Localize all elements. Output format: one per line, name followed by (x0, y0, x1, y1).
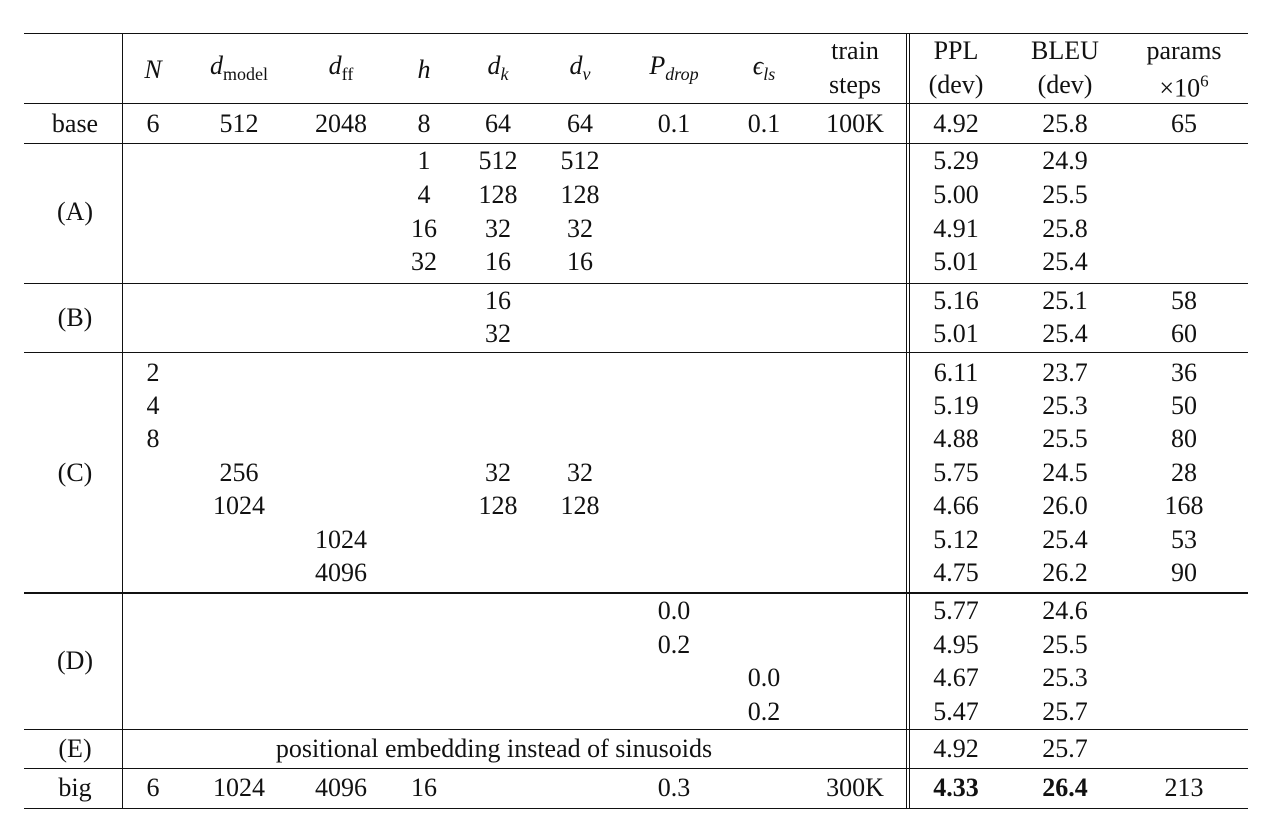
cell-ppl: 4.92 (933, 109, 979, 138)
col-header-h (418, 55, 431, 85)
cell-pdrop: 0.0 (657, 596, 691, 625)
cell-ppl: 4.95 (933, 630, 979, 659)
cell-bleu: 25.4 (1042, 319, 1088, 348)
cell-pdrop: 0.3 (657, 773, 691, 802)
cell-dv: 16 (567, 247, 593, 276)
cell-bleu: 26.0 (1042, 491, 1088, 520)
cell-params: 213 (1164, 773, 1204, 802)
cell-N: 6 (146, 773, 160, 802)
cell-ppl: 4.66 (933, 491, 979, 520)
cell-params: 50 (1171, 391, 1197, 420)
col-header-subscript: ls (763, 64, 776, 84)
cell-N: 2 (146, 358, 160, 387)
col-header-params-line1: params (1146, 36, 1222, 65)
cell-bleu: 25.7 (1042, 697, 1088, 726)
cell-bleu: 25.1 (1042, 286, 1088, 315)
vertical-rule (909, 33, 910, 808)
col-header-dv (570, 51, 591, 89)
col-header-symbol: d (487, 51, 501, 80)
cell-params: 36 (1171, 358, 1197, 387)
cell-params: 60 (1171, 319, 1197, 348)
cell-dff: 4096 (315, 558, 367, 587)
cell-params: 53 (1171, 525, 1197, 554)
cell-bleu: 25.8 (1042, 214, 1088, 243)
vertical-rule (906, 33, 907, 808)
cell-h: 16 (411, 214, 437, 243)
cell-dmodel: 1024 (213, 491, 265, 520)
cell-dk: 32 (485, 319, 511, 348)
cell-bleu: 26.4 (1042, 773, 1088, 802)
cell-ppl: 5.01 (933, 319, 979, 348)
cell-steps: 100K (826, 109, 884, 138)
cell-bleu: 26.2 (1042, 558, 1088, 587)
horizontal-rule (24, 283, 1248, 284)
cell-dmodel: 256 (219, 458, 259, 487)
cell-bleu: 25.5 (1042, 424, 1088, 453)
cell-dff: 2048 (315, 109, 367, 138)
col-header-superscript: 6 (1200, 71, 1209, 91)
cell-params: 65 (1171, 109, 1197, 138)
col-header-pdrop (649, 51, 698, 89)
cell-bleu: 23.7 (1042, 358, 1088, 387)
col-header-ppl-line1: PPL (933, 36, 979, 65)
cell-dv: 32 (567, 214, 593, 243)
col-header-steps-line2: steps (829, 70, 881, 99)
cell-h: 8 (417, 109, 431, 138)
cell-ppl: 5.19 (933, 391, 979, 420)
cell-ppl: 5.16 (933, 286, 979, 315)
row-group-label: (C) (57, 458, 93, 487)
col-header-ppl-line2: (dev) (928, 70, 984, 99)
cell-ppl: 5.29 (933, 146, 979, 175)
horizontal-rule (24, 768, 1248, 769)
cell-dff: 4096 (315, 773, 367, 802)
cell-dmodel: 1024 (213, 773, 265, 802)
col-header-prefix: ×10 (1159, 73, 1201, 103)
col-header-N (144, 55, 161, 85)
cell-dv: 128 (560, 180, 600, 209)
cell-bleu: 25.5 (1042, 180, 1088, 209)
cell-bleu: 24.6 (1042, 596, 1088, 625)
col-header-subscript: k (500, 64, 509, 84)
col-header-dk (488, 51, 509, 89)
vertical-rule (122, 33, 123, 808)
col-header-els (753, 51, 776, 89)
cell-h: 4 (417, 180, 431, 209)
cell-bleu: 25.4 (1042, 247, 1088, 276)
col-header-symbol: d (569, 51, 583, 80)
horizontal-rule (24, 103, 1248, 104)
row-group-label: (E) (58, 734, 92, 763)
row-group-label: big (58, 773, 92, 802)
cell-dk: 128 (478, 180, 518, 209)
col-header-symbol: N (144, 55, 162, 84)
col-header-symbol: d (328, 51, 342, 80)
cell-dk: 32 (485, 214, 511, 243)
cell-dv: 64 (567, 109, 593, 138)
cell-dk: 32 (485, 458, 511, 487)
col-header-bleu-line2: (dev) (1037, 70, 1093, 99)
row-group-label: (B) (57, 303, 93, 332)
horizontal-rule (24, 729, 1248, 730)
col-header-subscript: drop (665, 64, 699, 84)
cell-ppl: 5.75 (933, 458, 979, 487)
cell-ppl: 5.77 (933, 596, 979, 625)
results-table (24, 0, 1248, 837)
cell-els: 0.0 (747, 663, 781, 692)
col-header-subscript: model (223, 64, 268, 84)
row-group-label: (A) (56, 197, 94, 226)
cell-bleu: 25.7 (1042, 734, 1088, 763)
horizontal-rule (24, 352, 1248, 353)
cell-ppl: 4.75 (933, 558, 979, 587)
horizontal-rule (24, 143, 1248, 144)
cell-params: 80 (1171, 424, 1197, 453)
row-group-label: base (51, 109, 99, 138)
col-header-subscript: v (582, 64, 591, 84)
cell-dmodel: 512 (219, 109, 259, 138)
cell-ppl: 4.33 (933, 773, 979, 802)
cell-params: 58 (1171, 286, 1197, 315)
cell-bleu: 25.3 (1042, 391, 1088, 420)
cell-els: 0.1 (747, 109, 781, 138)
cell-pdrop: 0.2 (657, 630, 691, 659)
cell-dv: 512 (560, 146, 600, 175)
cell-h: 32 (411, 247, 437, 276)
cell-bleu: 25.4 (1042, 525, 1088, 554)
cell-bleu: 24.5 (1042, 458, 1088, 487)
cell-dk: 64 (485, 109, 511, 138)
cell-ppl: 4.91 (933, 214, 979, 243)
spanning-note: positional embedding instead of sinusoids (275, 734, 713, 763)
horizontal-rule (24, 592, 1248, 594)
cell-h: 16 (411, 773, 437, 802)
cell-dk: 512 (478, 146, 518, 175)
cell-els: 0.2 (747, 697, 781, 726)
cell-ppl: 5.12 (933, 525, 979, 554)
cell-ppl: 6.11 (933, 358, 979, 387)
cell-bleu: 25.3 (1042, 663, 1088, 692)
cell-N: 4 (146, 391, 160, 420)
cell-ppl: 4.67 (933, 663, 979, 692)
cell-N: 8 (146, 424, 160, 453)
cell-dk: 16 (485, 286, 511, 315)
cell-params: 168 (1164, 491, 1204, 520)
col-header-bleu-line1: BLEU (1031, 36, 1099, 65)
cell-dk: 16 (485, 247, 511, 276)
cell-ppl: 5.47 (933, 697, 979, 726)
cell-dk: 128 (478, 491, 518, 520)
row-group-label: (D) (56, 646, 94, 675)
cell-ppl: 5.01 (933, 247, 979, 276)
cell-bleu: 25.5 (1042, 630, 1088, 659)
cell-params: 28 (1171, 458, 1197, 487)
cell-ppl: 5.00 (933, 180, 979, 209)
cell-N: 6 (146, 109, 160, 138)
cell-dff: 1024 (315, 525, 367, 554)
cell-h: 1 (417, 146, 431, 175)
col-header-symbol: ϵ (752, 51, 764, 80)
col-header-steps-line1: train (831, 36, 879, 65)
cell-params: 90 (1171, 558, 1197, 587)
col-header-symbol: h (417, 55, 431, 84)
col-header-dmodel (210, 51, 268, 89)
col-header-symbol: P (649, 51, 666, 80)
cell-bleu: 25.8 (1042, 109, 1088, 138)
cell-dv: 32 (567, 458, 593, 487)
cell-ppl: 4.92 (933, 734, 979, 763)
cell-pdrop: 0.1 (657, 109, 691, 138)
col-header-dff (329, 51, 354, 89)
cell-steps: 300K (826, 773, 884, 802)
cell-bleu: 24.9 (1042, 146, 1088, 175)
horizontal-rule (24, 808, 1248, 809)
col-header-symbol: d (210, 51, 223, 80)
col-header-subscript: ff (341, 64, 354, 84)
cell-ppl: 4.88 (933, 424, 979, 453)
horizontal-rule (24, 33, 1248, 34)
cell-dv: 128 (560, 491, 600, 520)
col-header-params-line2 (1159, 67, 1208, 104)
